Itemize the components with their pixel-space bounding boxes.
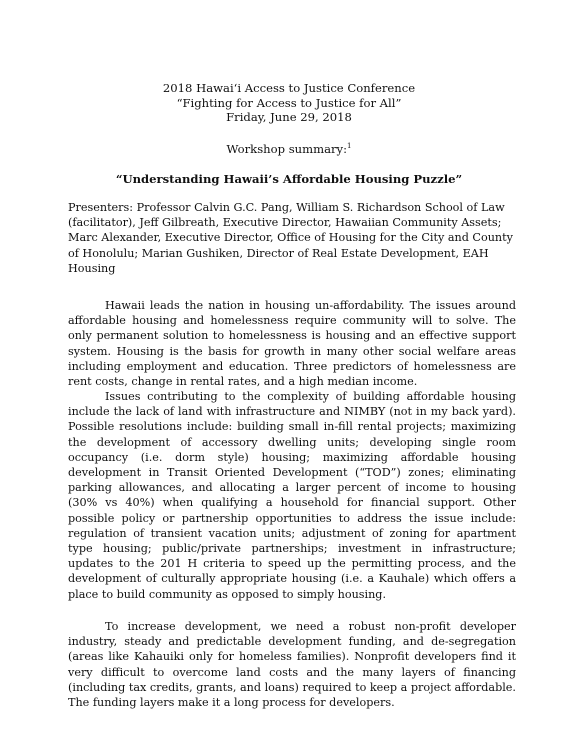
body-paragraph: Issues contributing to the complexity of building affordable housing include the lack of land with infrastructure and NIMBY (not in my back yard). Possible resolutions include: building small in-fill rental projects; maximizing the development of accessory dwelling units; developing single room occupancy (i.e. dorm style) housing; maximizing affordable housing development in Transit Oriented Development (“TOD”) zones; eliminating parking allowances, and allocating a larger percent of income to housing (30% vs 40%) when qualifying a household for financial support. Other possible policy or partnership opportunities to address the issue include: regulation of transient vacation units; adjustment of zoning for apartment type housing; public/private partnerships; investment in infrastructure; updates to the 201 H criteria to speed up the permitting process, and the development of culturally appropriate housing (i.e. a Kauhale) which offers a place to build community as opposed to simply housing. <box>68 390 516 601</box>
workshop-summary-label <box>0 142 578 156</box>
presenters-list: Presenters: Professor Calvin G.C. Pang, William S. Richardson School of Law (facilitator), Jeff Gilbreath, Executive Director, Hawaiian Community Assets; Marc Alexander, Executive Director, Office of Housing for the City and County of Honolulu; Marian Gushiken, Director of Real Estate Development, EAH Housing <box>68 201 513 275</box>
workshop-title: “Understanding Hawaii’s Affordable Housing Puzzle” <box>115 172 463 186</box>
conference-header <box>0 81 578 125</box>
conference-date: Friday, June 29, 2018 <box>226 110 352 124</box>
summary-label-text: Workshop summary: <box>226 142 348 156</box>
body-paragraph: To increase development, we need a robust non-profit developer industry, steady and predictable development funding, and de-segregation (areas like Kahauiki only for homeless families). Nonprofit developers find it very difficult to overcome land costs and the many layers of financing (including tax credits, grants, and loans) required to keep a project affordable. The funding layers make it a long process for developers. <box>68 620 516 710</box>
footnote-marker: 1 <box>347 142 352 151</box>
conference-name: 2018 Hawai‘i Access to Justice Conference <box>162 81 416 95</box>
conference-theme: “Fighting for Access to Justice for All” <box>176 95 402 110</box>
body-paragraph: Hawaii leads the nation in housing un-affordability. The issues around affordable housing and homelessness require community will to solve. The only permanent solution to homelessness is housing and an effective support system. Housing is the basis for growth in many other social welfare areas including employment and education. Three predictors of homelessness are rent costs, change in rental rates, and a high median income. <box>68 299 516 389</box>
